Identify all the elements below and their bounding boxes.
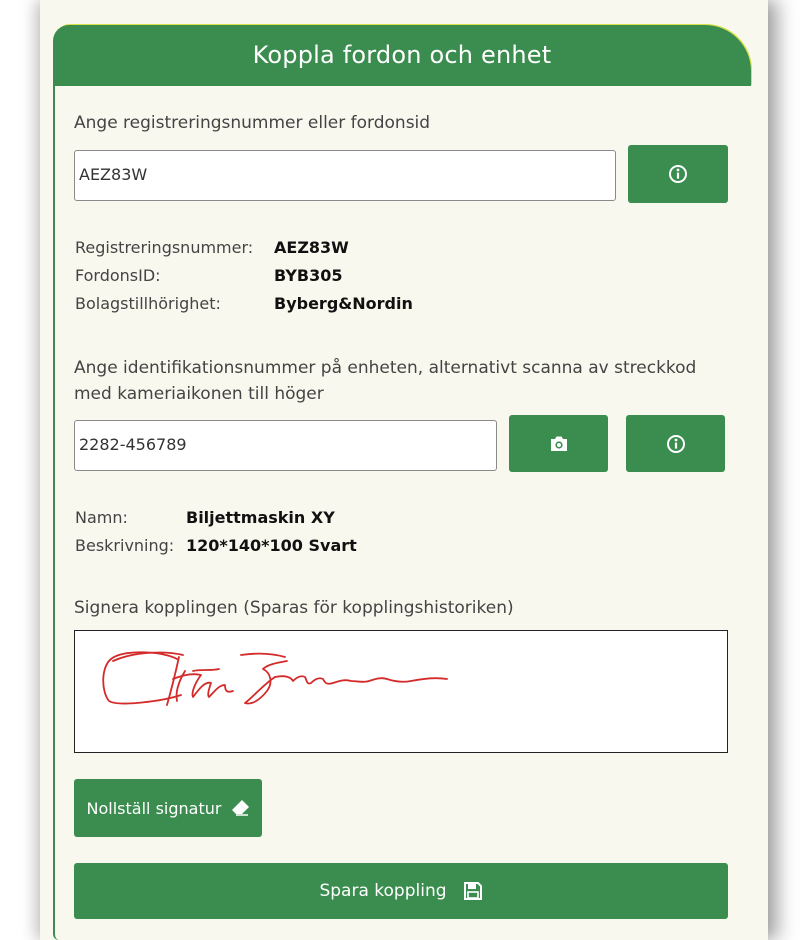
signature-drawing [75, 631, 727, 752]
device-detail-key: Namn: [75, 508, 128, 527]
vehicle-detail-key: Registreringsnummer: [75, 238, 254, 257]
vehicle-detail-value: Byberg&Nordin [274, 294, 413, 313]
device-detail-value: Biljettmaskin XY [186, 508, 335, 527]
device-id-input[interactable]: 2282-456789 [74, 420, 497, 471]
info-circle-icon [666, 434, 686, 454]
device-detail-key: Beskrivning: [75, 536, 175, 555]
reset-signature-label: Nollställ signatur [86, 798, 222, 818]
card-title: Koppla fordon och enhet [53, 25, 751, 86]
scan-barcode-button[interactable] [509, 415, 608, 472]
save-link-label: Spara koppling [319, 881, 447, 901]
eraser-icon [231, 800, 249, 816]
camera-icon [549, 435, 569, 453]
vehicle-prompt-label: Ange registreringsnummer eller fordonsid [74, 113, 431, 133]
signature-pad[interactable] [74, 630, 728, 753]
device-prompt-label-line1: Ange identifikationsnummer på enheten, alternativt scanna av streckkod [74, 358, 697, 378]
device-detail-value: 120*140*100 Svart [186, 536, 357, 555]
vehicle-info-button[interactable] [628, 145, 728, 203]
vehicle-detail-key: Bolagstillhörighet: [75, 294, 221, 313]
vehicle-detail-key: FordonsID: [75, 266, 161, 285]
floppy-disk-icon [463, 881, 483, 901]
vehicle-detail-value: BYB305 [274, 266, 343, 285]
device-info-button[interactable] [626, 415, 725, 472]
save-link-button[interactable] [74, 863, 728, 919]
device-prompt-label-line2: med kameriaikonen till höger [74, 384, 324, 404]
vehicle-id-input[interactable]: AEZ83W [74, 150, 616, 201]
info-circle-icon [668, 164, 688, 184]
signature-prompt-label: Signera kopplingen (Sparas för kopplingshistoriken) [74, 598, 514, 618]
vehicle-detail-value: AEZ83W [274, 238, 349, 257]
reset-signature-button[interactable] [74, 779, 262, 837]
